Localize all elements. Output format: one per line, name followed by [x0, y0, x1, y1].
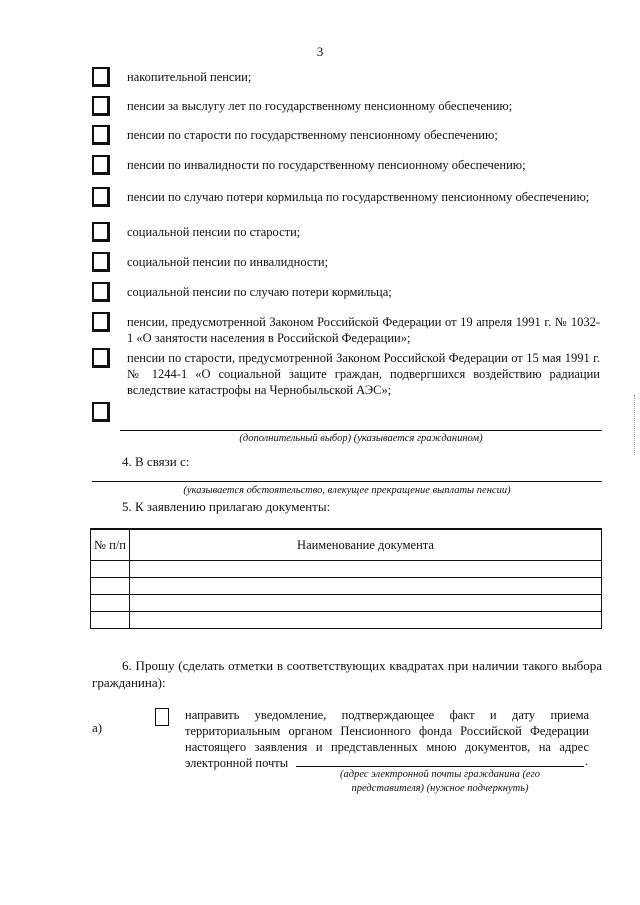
option-label: пенсии по случаю потери кормильца по государственному пенсионному обеспечению;: [127, 190, 590, 204]
option-label: пенсии по старости по государственному пенсионному обеспечению;: [127, 128, 498, 142]
table-row[interactable]: [91, 595, 602, 612]
table-cell[interactable]: [130, 612, 602, 629]
option-funded-pension[interactable]: [92, 67, 602, 89]
documents-table: [90, 528, 602, 629]
checkbox[interactable]: [92, 252, 110, 272]
table-cell[interactable]: [130, 561, 602, 578]
option-label: пенсии, предусмотренной Законом Российской Федерации от 19 апреля 1991 г. № 1032-1 «О занятости населения в Российской Федерации»;: [127, 315, 600, 345]
additional-choice-caption: (дополнительный выбор) (указывается гражданином): [239, 433, 483, 444]
table-cell[interactable]: [91, 578, 130, 595]
table-cell[interactable]: [130, 578, 602, 595]
table-cell[interactable]: [130, 595, 602, 612]
table-row[interactable]: [91, 612, 602, 629]
table-row[interactable]: [91, 578, 602, 595]
item-a-checkbox[interactable]: [155, 708, 169, 726]
option-additional[interactable]: [92, 402, 602, 426]
email-caption-line-1: (адрес электронной почты гражданина (его: [340, 769, 540, 780]
table-cell[interactable]: [91, 595, 130, 612]
option-social-survivor-pension[interactable]: [92, 282, 602, 304]
option-survivor-state-pension[interactable]: [92, 187, 602, 221]
item-a-end-mark: .: [585, 753, 589, 768]
section-4-label: 4. В связи с:: [122, 454, 190, 469]
checkbox[interactable]: [92, 222, 110, 242]
checkbox[interactable]: [92, 187, 110, 207]
option-label: пенсии за выслугу лет по государственному пенсионному обеспечению;: [127, 99, 513, 113]
checkbox[interactable]: [92, 402, 110, 422]
checkbox[interactable]: [92, 155, 110, 175]
additional-choice-line[interactable]: [120, 430, 602, 431]
option-social-disability-pension[interactable]: [92, 252, 602, 274]
section-4-line[interactable]: [92, 481, 602, 482]
option-chernobyl-law-pension[interactable]: [92, 348, 602, 398]
section-6-label: 6. Прошу (сделать отметки в соответствующих квадратах при наличии такого выбора гражданина):: [92, 658, 602, 690]
checkbox[interactable]: [92, 282, 110, 302]
option-label: социальной пенсии по старости;: [127, 225, 301, 239]
section-5-label: 5. К заявлению прилагаю документы:: [122, 499, 331, 514]
table-cell[interactable]: [91, 612, 130, 629]
email-caption-line-2: представителя) (нужное подчеркнуть): [351, 783, 529, 794]
option-disability-state-pension[interactable]: [92, 155, 602, 177]
scan-edge-mark: [634, 395, 637, 455]
checkbox[interactable]: [92, 348, 110, 368]
section-4-caption: (указывается обстоятельство, влекущее прекращение выплаты пенсии): [183, 485, 511, 496]
checkbox[interactable]: [92, 312, 110, 332]
option-label: социальной пенсии по случаю потери кормильца;: [127, 285, 392, 299]
option-label: пенсии по инвалидности по государственному пенсионному обеспечению;: [127, 158, 526, 172]
column-header-number: № п/п: [91, 529, 130, 561]
column-header-document-name: Наименование документа: [130, 529, 602, 561]
option-social-old-age-pension[interactable]: [92, 222, 602, 244]
option-old-age-state-pension[interactable]: [92, 125, 602, 147]
checkbox[interactable]: [92, 67, 110, 87]
option-employment-law-pension[interactable]: [92, 312, 602, 348]
item-a-text: направить уведомление, подтверждающее факт и дату приема территориальным органом Пенсионного фонда Российской Федерации настоящего заявления и представленных мною документов, на адрес электронной почты: [185, 708, 589, 770]
checkbox[interactable]: [92, 96, 110, 116]
option-long-service-pension[interactable]: [92, 96, 602, 118]
table-cell[interactable]: [91, 561, 130, 578]
table-row[interactable]: [91, 561, 602, 578]
page-number: 3: [316, 44, 324, 59]
table-header-row: [91, 529, 602, 561]
checkbox[interactable]: [92, 125, 110, 145]
email-address-line[interactable]: [296, 766, 584, 767]
option-label: пенсии по старости, предусмотренной Законом Российской Федерации от 15 мая 1991 г. № 1244-1 «О социальной защите граждан, подвергшихся воздействию радиации вследствие катастрофы на Чернобыльской АЭС»;: [127, 351, 600, 397]
option-label: накопительной пенсии;: [127, 70, 252, 84]
item-a-marker: а): [92, 720, 103, 735]
option-label: социальной пенсии по инвалидности;: [127, 255, 329, 269]
